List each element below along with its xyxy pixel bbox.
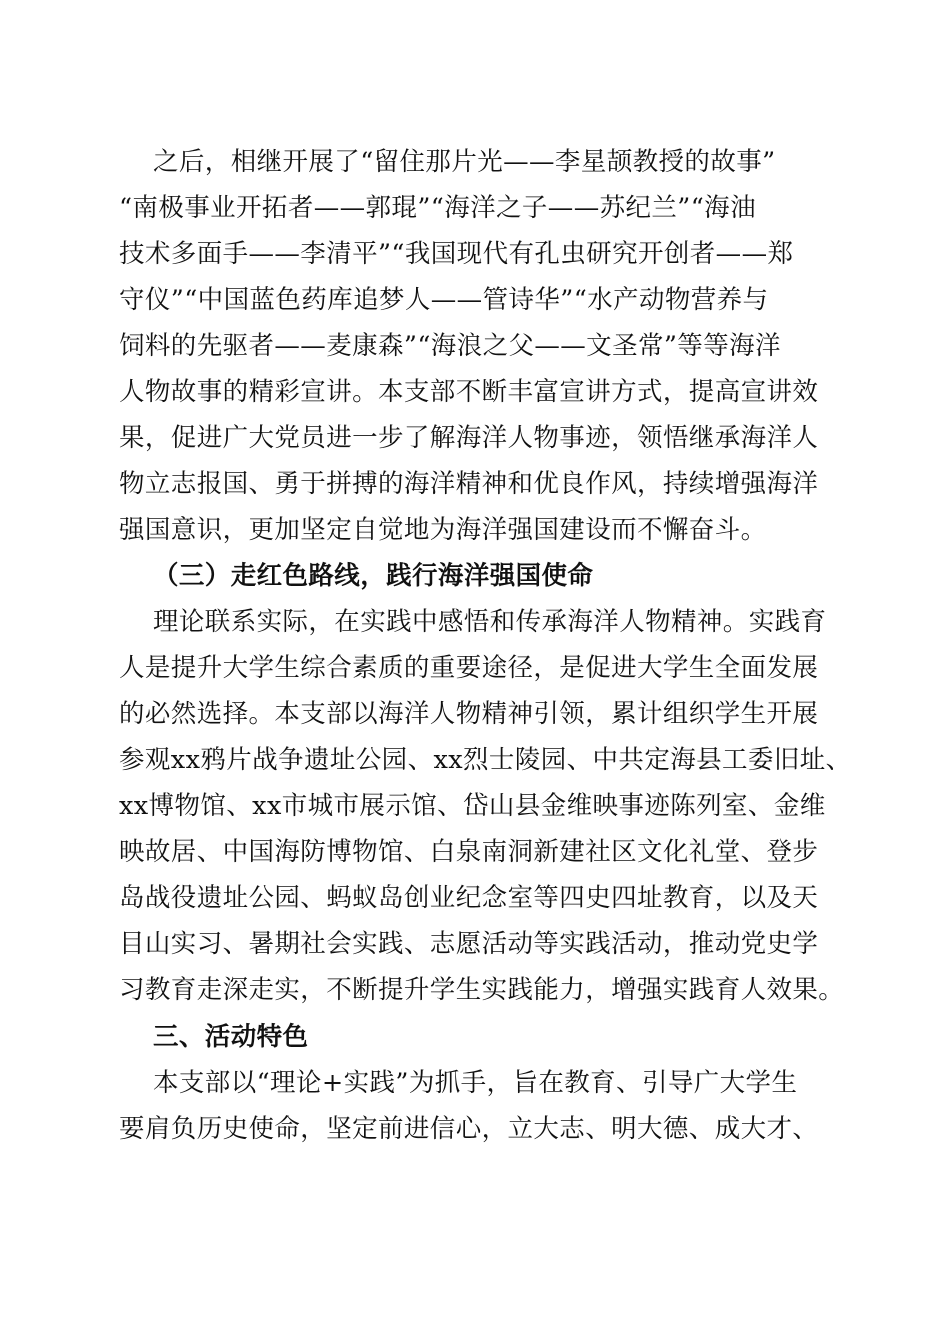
paragraph-line: 习教育走深走实，不断提升学生实践能力，增强实践育人效果。 [119,975,845,1005]
paragraph-line: “南极事业开拓者——郭琨”“海洋之子——苏纪兰”“海油 [119,193,756,223]
section-heading: 三、活动特色 [153,1022,309,1052]
paragraph-line: 理论联系实际，在实践中感悟和传承海洋人物精神。实践育 [153,607,827,637]
paragraph-line: 之后，相继开展了“留住那片光——李星颉教授的故事” [153,147,776,177]
paragraph-line: 人物故事的精彩宣讲。本支部不断丰富宣讲方式，提高宣讲效 [119,377,819,407]
paragraph-line: 映故居、中国海防博物馆、白泉南洞新建社区文化礼堂、登步 [119,837,819,867]
paragraph-line: 岛战役遗址公园、蚂蚁岛创业纪念室等四史四址教育，以及天 [119,883,819,913]
paragraph-line: 参观xx鸦片战争遗址公园、xx烈士陵园、中共定海县工委旧址、 [119,745,852,775]
paragraph-line: 要肩负历史使命，坚定前进信心，立大志、明大德、成大才、 [119,1114,819,1144]
paragraph-line: 饲料的先驱者——麦康森”“海浪之父——文圣常”等等海洋 [119,331,781,361]
paragraph-line: 物立志报国、勇于拼搏的海洋精神和优良作风，持续增强海洋 [119,469,819,499]
paragraph-line: 守仪”“中国蓝色药库追梦人——管诗华”“水产动物营养与 [119,285,769,315]
paragraph-line: 本支部以“理论+实践”为抓手，旨在教育、引导广大学生 [153,1068,798,1098]
paragraph-line: 技术多面手——李清平”“我国现代有孔虫研究开创者——郑 [119,239,794,269]
paragraph-line: 果，促进广大党员进一步了解海洋人物事迹，领悟继承海洋人 [119,423,819,453]
paragraph-line: 的必然选择。本支部以海洋人物精神引领，累计组织学生开展 [119,699,819,729]
paragraph-line: xx博物馆、xx市城市展示馆、岱山县金维映事迹陈列室、金维 [119,791,826,821]
paragraph-line: 强国意识，更加坚定自觉地为海洋强国建设而不懈奋斗。 [119,515,767,545]
paragraph-line: 目山实习、暑期社会实践、志愿活动等实践活动，推动党史学 [119,929,819,959]
section-subheading: （三）走红色路线，践行海洋强国使命 [153,561,594,591]
paragraph-line: 人是提升大学生综合素质的重要途径，是促进大学生全面发展 [119,653,819,683]
